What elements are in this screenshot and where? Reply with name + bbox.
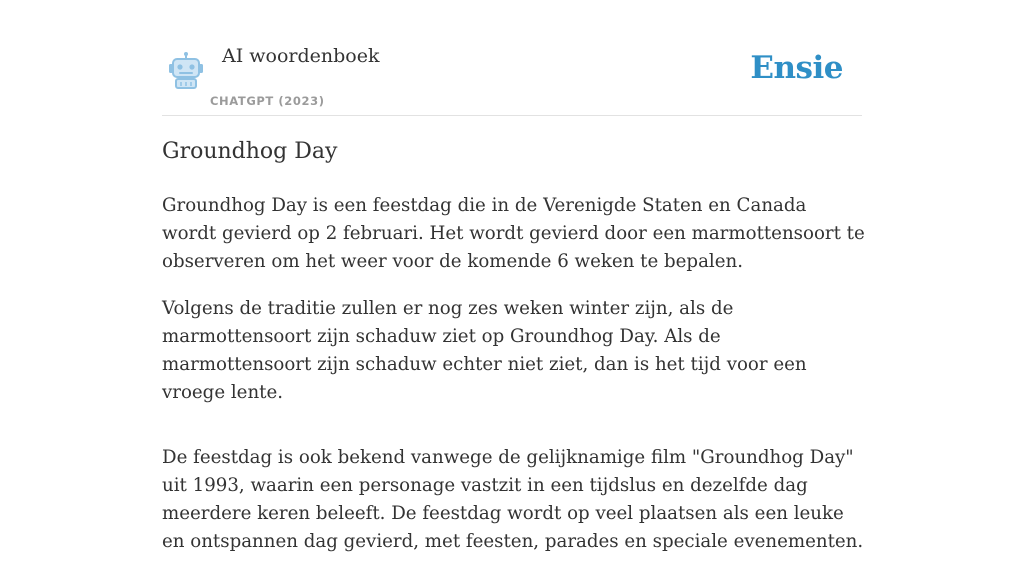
source-meta: CHATGPT (2023) bbox=[210, 94, 325, 108]
entry-term: Groundhog Day bbox=[162, 139, 338, 164]
ensie-logo[interactable]: Ensie bbox=[750, 50, 843, 86]
definition-paragraph-2: Volgens de traditie zullen er nog zes weken winter zijn, als de marmottensoort zijn schaduw ziet op Groundhog Day. Als de marmottensoort zijn schaduw echter niet ziet, dan is het tijd voor een vroege lente. bbox=[162, 298, 807, 403]
robot-icon bbox=[166, 51, 206, 91]
definition-paragraph-1: Groundhog Day is een feestdag die in de Verenigde Staten en Canada wordt gevierd op 2 februari. Het wordt gevierd door een marmottensoort te observeren om het weer voor de komende 6 weken te bepalen. bbox=[162, 195, 865, 272]
source-header bbox=[162, 0, 862, 116]
source-title[interactable]: AI woordenboek bbox=[222, 45, 380, 67]
dictionary-page bbox=[162, 0, 865, 552]
entry-definition bbox=[162, 192, 866, 575]
definition-paragraph-3: De feestdag is ook bekend vanwege de gelijknamige film "Groundhog Day" uit 1993, waarin een personage vastzit in een tijdslus en dezelfde dag meerdere keren beleeft. De feestdag wordt op veel plaatsen als een leuke en ontspannen dag gevierd, met feesten, parades en speciale evenementen. bbox=[162, 447, 864, 552]
